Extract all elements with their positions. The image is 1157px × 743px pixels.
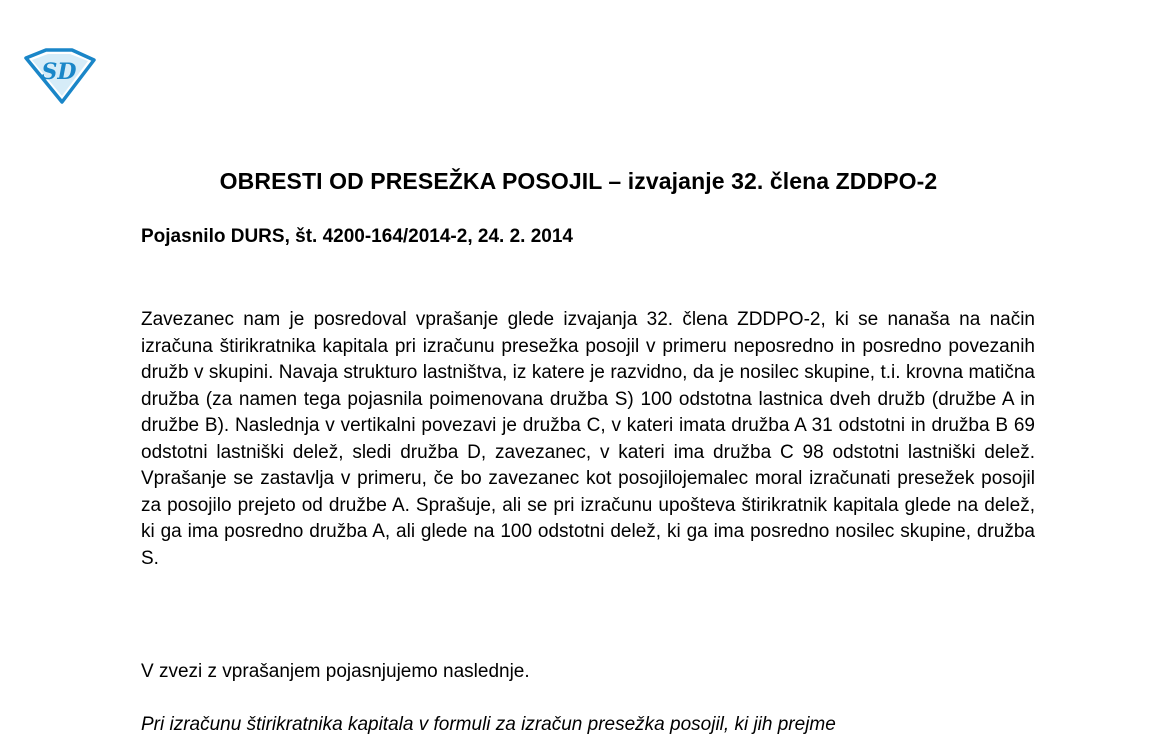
sd-logo-icon <box>22 48 96 104</box>
paragraph-question: Zavezanec nam je posredoval vprašanje glede izvajanja 32. člena ZDDPO-2, ki se nanaša na način izračuna štirikratnika kapitala pri izračunu presežka posojil v primeru neposredno in posredno povezanih družb v skupini. Navaja strukturo lastništva, iz katere je razvidno, da je nosilec skupine, t.i. krovna matična družba (za namen tega pojasnila poimenovana družba S) 100 odstotna lastnica dveh družb (družbe A in družbe B). Naslednja v vertikalni povezavi je družba C, v kateri imata družba A 31 odstotni in družba B 69 odstotni lastniški delež, sledi družba D, zavezanec, v kateri ima družba C 98 odstotni lastniški delež. Vprašanje se zastavlja v primeru, če bo zavezanec kot posojilojemalec moral izračunati presežek posojil za posojilo prejeto od družbe A. Sprašuje, ali se pri izračunu upošteva štirikratnik kapitala glede na delež, ki ga ima posredno družba A, ali glede na 100 odstotni delež, ki ga ima posredno nosilec skupine, družba S. <box>141 309 1035 569</box>
paragraph-intro: V zvezi z vprašanjem pojasnjujemo naslednje. <box>141 661 530 682</box>
paragraph-answer: Pri izračunu štirikratnika kapitala v formuli za izračun presežka posojil, ki jih prejme <box>141 714 836 735</box>
document-subtitle: Pojasnilo DURS, št. 4200-164/2014-2, 24. 2. 2014 <box>141 226 573 247</box>
document-title: OBRESTI OD PRESEŽKA POSOJIL – izvajanje 32. člena ZDDPO-2 <box>219 168 938 194</box>
logo-text: SD <box>41 59 77 85</box>
logo <box>22 48 96 104</box>
